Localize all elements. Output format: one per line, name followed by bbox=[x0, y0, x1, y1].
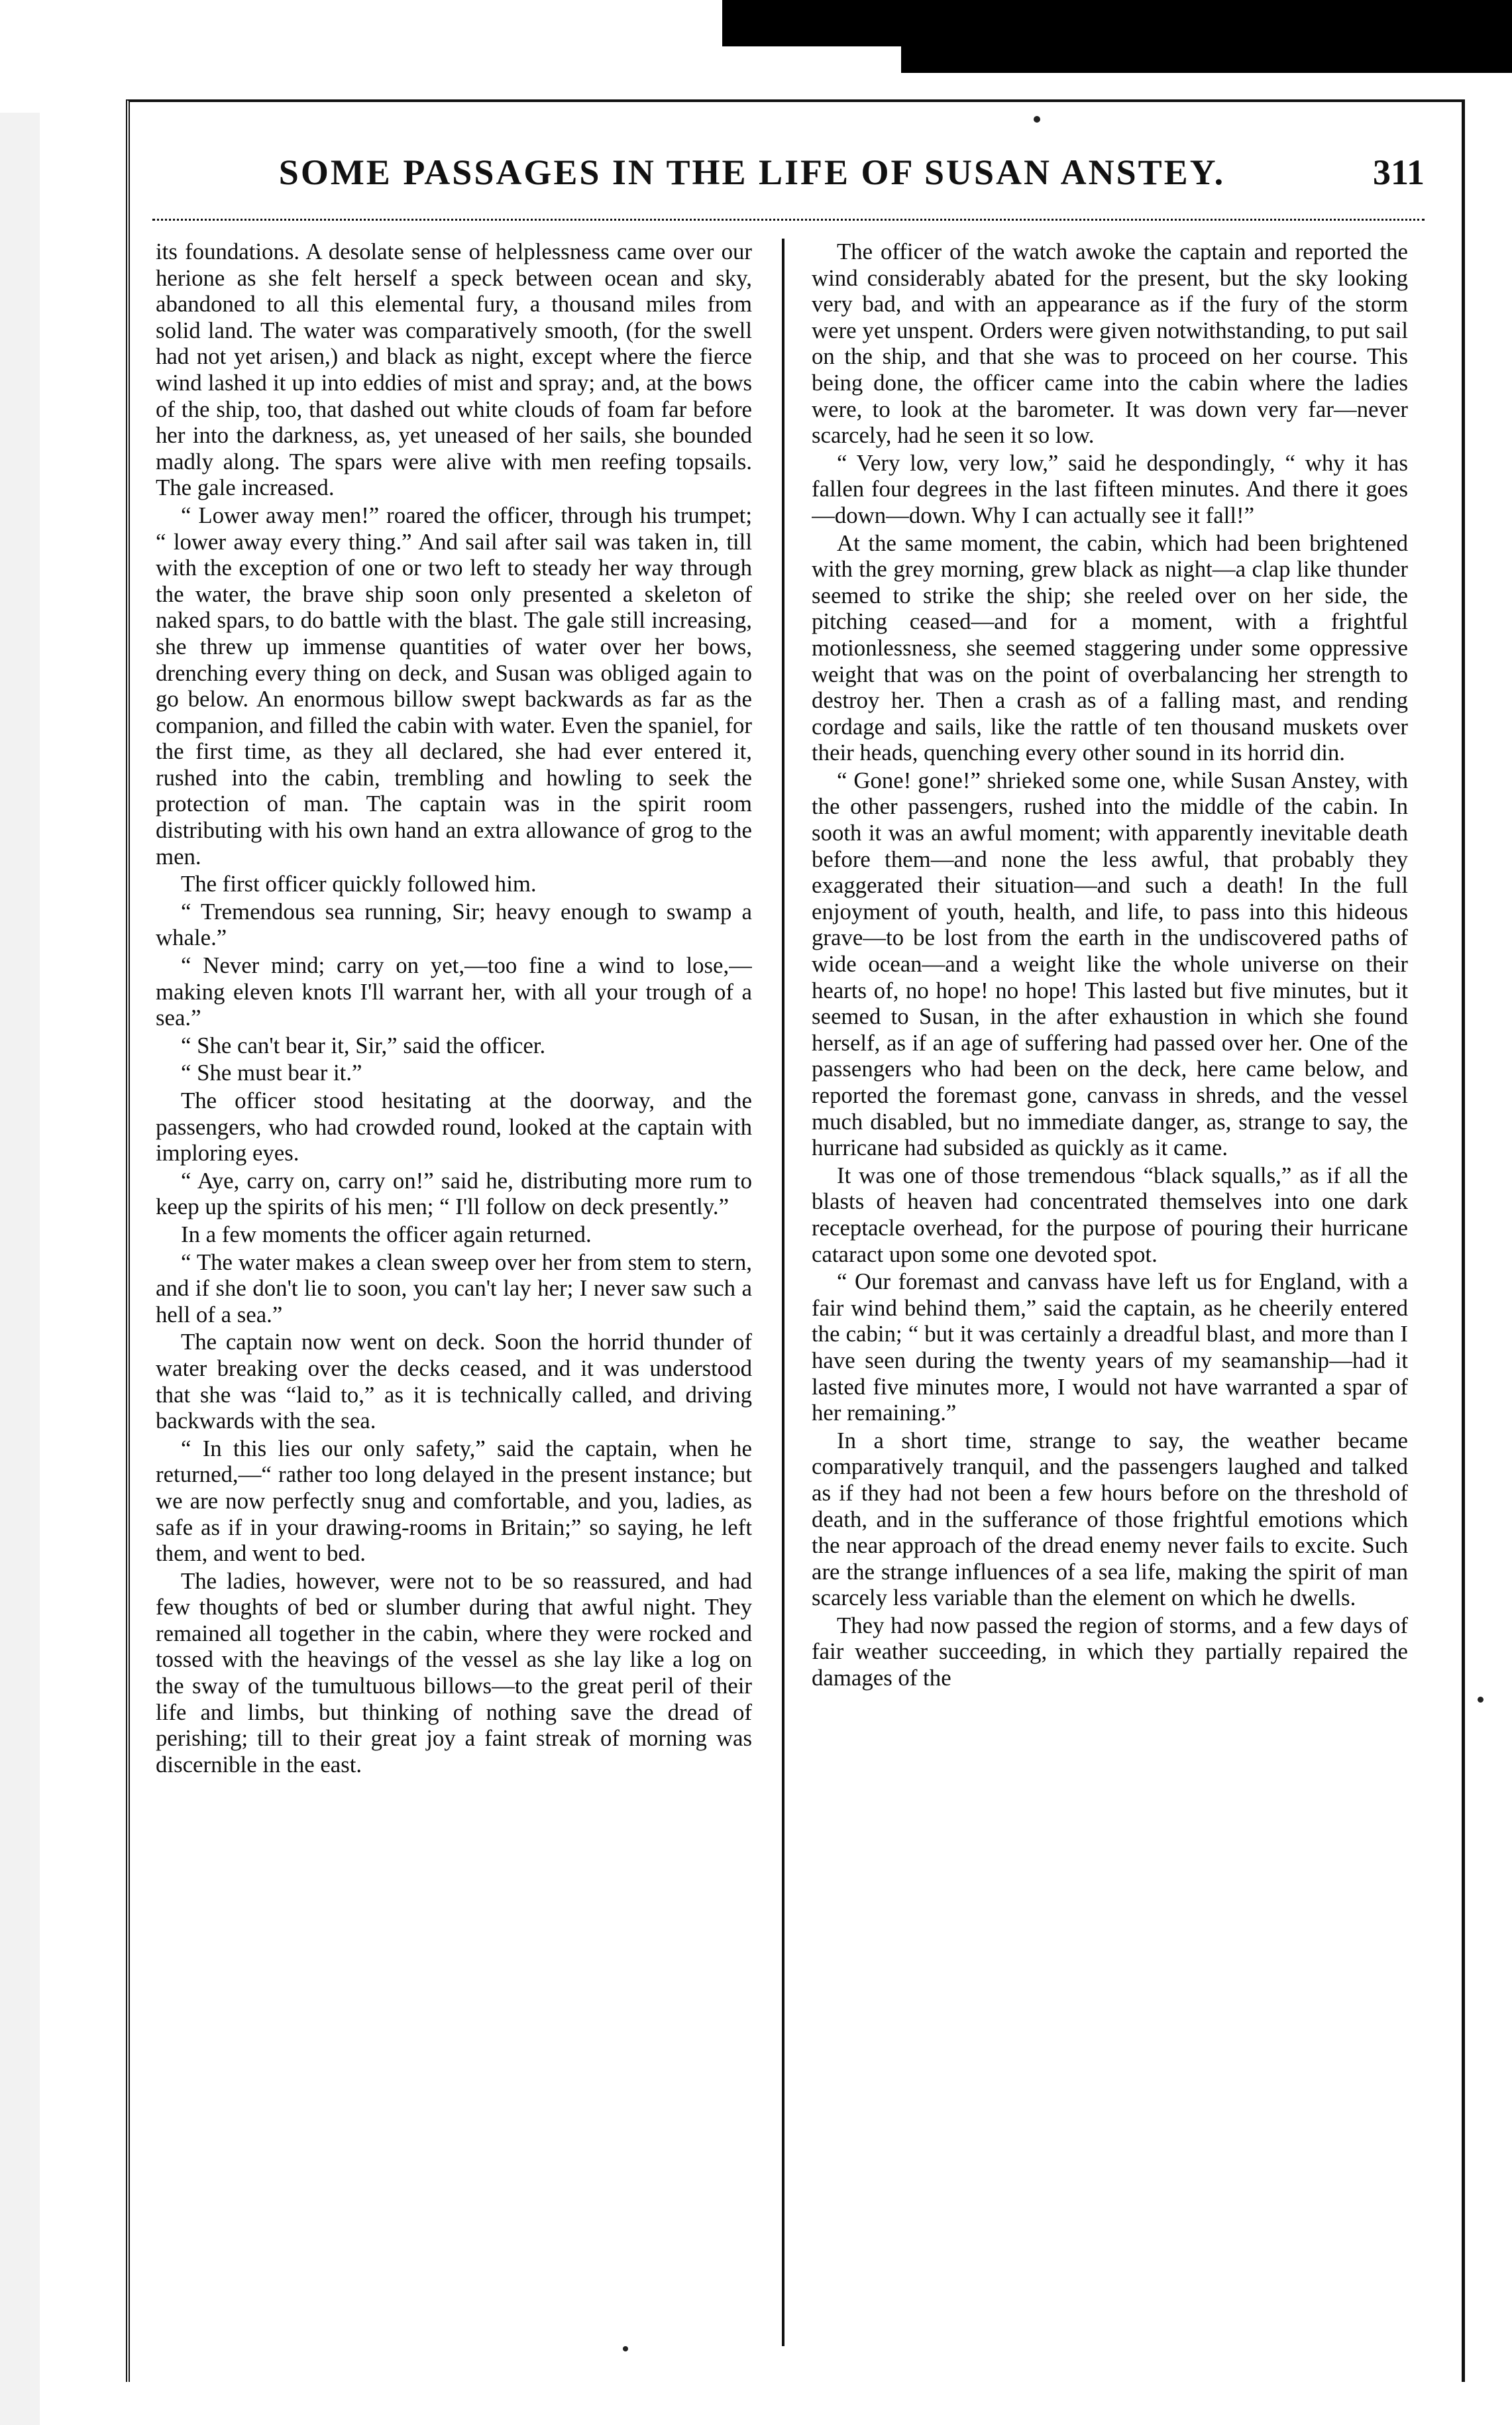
column-divider bbox=[782, 239, 784, 2346]
paragraph: “ The water makes a clean sweep over her from stem to stern, and if she don't lie to soon, you can't lay her; I never saw such a hell of a sea.” bbox=[156, 1249, 752, 1327]
running-title: SOME PASSAGES IN THE LIFE OF SUSAN ANSTEY. bbox=[278, 152, 1226, 192]
paragraph: its foundations. A desolate sense of helplessness came over our herione as she felt herself a speck between ocean and sky, abandoned to all this elemental fury, a thousand miles from solid land. The water was comparatively smooth, (for the swell had not yet arisen,) and black as night, except where the fierce wind lashed it up into eddies of mist and spray; and, at the bows of the ship, too, that dashed out white clouds of foam far before her into the darkness, as, yet uneased of her sails, she bounded madly along. The spars were alive with men reefing topsails. The gale increased. bbox=[156, 239, 752, 501]
scan-speck bbox=[1478, 1697, 1484, 1703]
scan-speck bbox=[623, 2346, 628, 2351]
paragraph: “ She must bear it.” bbox=[181, 1060, 362, 1086]
paragraph: “ Tremendous sea running, Sir; heavy enough to swamp a whale.” bbox=[156, 898, 752, 951]
paragraph: It was one of those tremendous “black squalls,” as if all the blasts of heaven had concentrated themselves into one dark receptacle overhead, for the purpose of pouring their hurricane cataract upon some one devoted spot. bbox=[812, 1162, 1408, 1267]
paragraph: The first officer quickly followed him. bbox=[181, 871, 537, 897]
paragraph: In a short time, strange to say, the weather became comparatively tranquil, and the passengers laughed and talked as if they had not been a few hours before on the threshold of death, and in the sufferance of those frightful emotions which the near approach of the dread enemy never fails to excite. Such are the strange influences of a sea life, making the spirit of man scarcely less variable than the element on which he dwells. bbox=[812, 1427, 1408, 1611]
paragraph: “ In this lies our only safety,” said the captain, when he returned,—“ rather too long delayed in the present instance; but we are now perfectly snug and comfortable, and you, ladies, as safe as if in your drawing-rooms in Britain;” so saying, he left them, and went to bed. bbox=[156, 1435, 752, 1567]
paragraph: “ Never mind; carry on yet,—too fine a wind to lose,—making eleven knots I'll warrant her, with all your trough of a sea.” bbox=[156, 952, 752, 1031]
header-rule bbox=[152, 219, 1425, 234]
paragraph: “ Aye, carry on, carry on!” said he, distributing more rum to keep up the spirits of his men; “ I'll follow on deck presently.” bbox=[156, 1167, 752, 1220]
text-columns bbox=[156, 239, 1411, 2346]
paragraph: “ Gone! gone!” shrieked some one, while Susan Anstey, with the other passengers, rushed into the middle of the cabin. In sooth it was an awful moment; with apparently inevitable death before them—and none the less awful, that probably they exaggerated their situation—and such a death! In the full enjoyment of youth, health, and life, to pass into this hideous grave—to be lost from the earth in the undiscovered paths of wide ocean—and a weight like the whole universe on their hearts of, no hope! no hope! This lasted but five minutes, but it seemed to Susan, in the after exhaustion in which she found herself, as if an age of suffering had passed over her. One of the passengers who had been on the deck, here came below, and reported the foremast gone, canvass in shreds, and the vessel much disabled, but no immediate danger, as, strange to say, the hurricane had subsided as quickly as it came. bbox=[812, 767, 1408, 1161]
page-header bbox=[172, 133, 1425, 212]
paragraph: “ She can't bear it, Sir,” said the officer. bbox=[181, 1032, 546, 1058]
paragraph: The captain now went on deck. Soon the horrid thunder of water breaking over the decks ceased, and it was understood that she was “laid to,” as it is technically called, and driving backwards with the sea. bbox=[156, 1329, 752, 1434]
paragraph: The ladies, however, were not to be so reassured, and had few thoughts of bed or slumber during that awful night. They remained all together in the cabin, where they were rocked and tossed with the heavings of the vessel as she lay like a log on the sway of the tumultuous billows—to the great peril of their life and limbs, but thinking of nothing save the dread of perishing; till to their great joy a faint streak of morning was discernible in the east. bbox=[156, 1567, 752, 1777]
scan-speck bbox=[1034, 116, 1040, 123]
paragraph: The officer of the watch awoke the captain and reported the wind considerably abated for the present, but the sky looking very bad, and with an appearance as if the fury of the storm were yet unspent. Orders were given notwithstanding, to put sail on the ship, and that she was to proceed on her course. This being done, the officer came into the cabin where the ladies were, to look at the barometer. It was down very far—never scarcely, had he seen it so low. bbox=[812, 239, 1408, 449]
page-number: 311 bbox=[1372, 152, 1425, 192]
paragraph: “ Our foremast and canvass have left us for England, with a fair wind behind them,” said the captain, as he cheerily entered the cabin; “ but it was certainly a dreadful blast, and more than I have seen during the twenty years of my seamanship—had it lasted five minutes more, I would not have warranted a spar of her remaining.” bbox=[812, 1269, 1408, 1426]
right-column bbox=[812, 239, 1408, 2346]
paragraph: The officer stood hesitating at the doorway, and the passengers, who had crowded round, looked at the captain with imploring eyes. bbox=[156, 1088, 752, 1166]
paragraph: “ Lower away men!” roared the officer, through his trumpet; “ lower away every thing.” And sail after sail was taken in, till with the exception of one or two left to steady her way through the water, the brave ship soon only presented a skeleton of naked spars, to do battle with the blast. The gale still increasing, she threw up immense quantities of water over her bows, drenching every thing on deck, and Susan was obliged again to go below. An enormous billow swept backwards as far as the companion, and filled the cabin with water. Even the spaniel, for the first time, as they all declared, she had ever entered it, rushed into the cabin, trembling and howling to seek the protection of man. The captain was in the spirit room distributing with his own hand an extra allowance of grog to the men. bbox=[156, 502, 752, 870]
scan-margin bbox=[0, 0, 40, 2425]
paragraph: At the same moment, the cabin, which had been brightened with the grey morning, grew black as night—a clap like thunder seemed to strike the ship; she reeled over on her side, the pitching ceased—and for a moment, with a frightful motionlessness, she seemed staggering under some oppressive weight that was on the point of overbalancing her strength to destroy her. Then a crash as of a falling mast, and rending cordage and sails, like the rattle of ten thousand muskets over their heads, quenching every other sound in its horrid din. bbox=[812, 530, 1408, 766]
paragraph: “ Very low, very low,” said he despondingly, “ why it has fallen four degrees in the last fifteen minutes. And there it goes—down—down. Why I can actually see it fall!” bbox=[812, 449, 1408, 528]
paragraph: They had now passed the region of storms, and a few days of fair weather succeeding, in which they partially repaired the damages of the bbox=[812, 1612, 1408, 1691]
paragraph: In a few moments the officer again returned. bbox=[181, 1221, 592, 1247]
left-column bbox=[156, 239, 752, 2346]
scan-top-edge bbox=[0, 0, 1512, 113]
scan-dark-patch bbox=[901, 0, 1512, 73]
